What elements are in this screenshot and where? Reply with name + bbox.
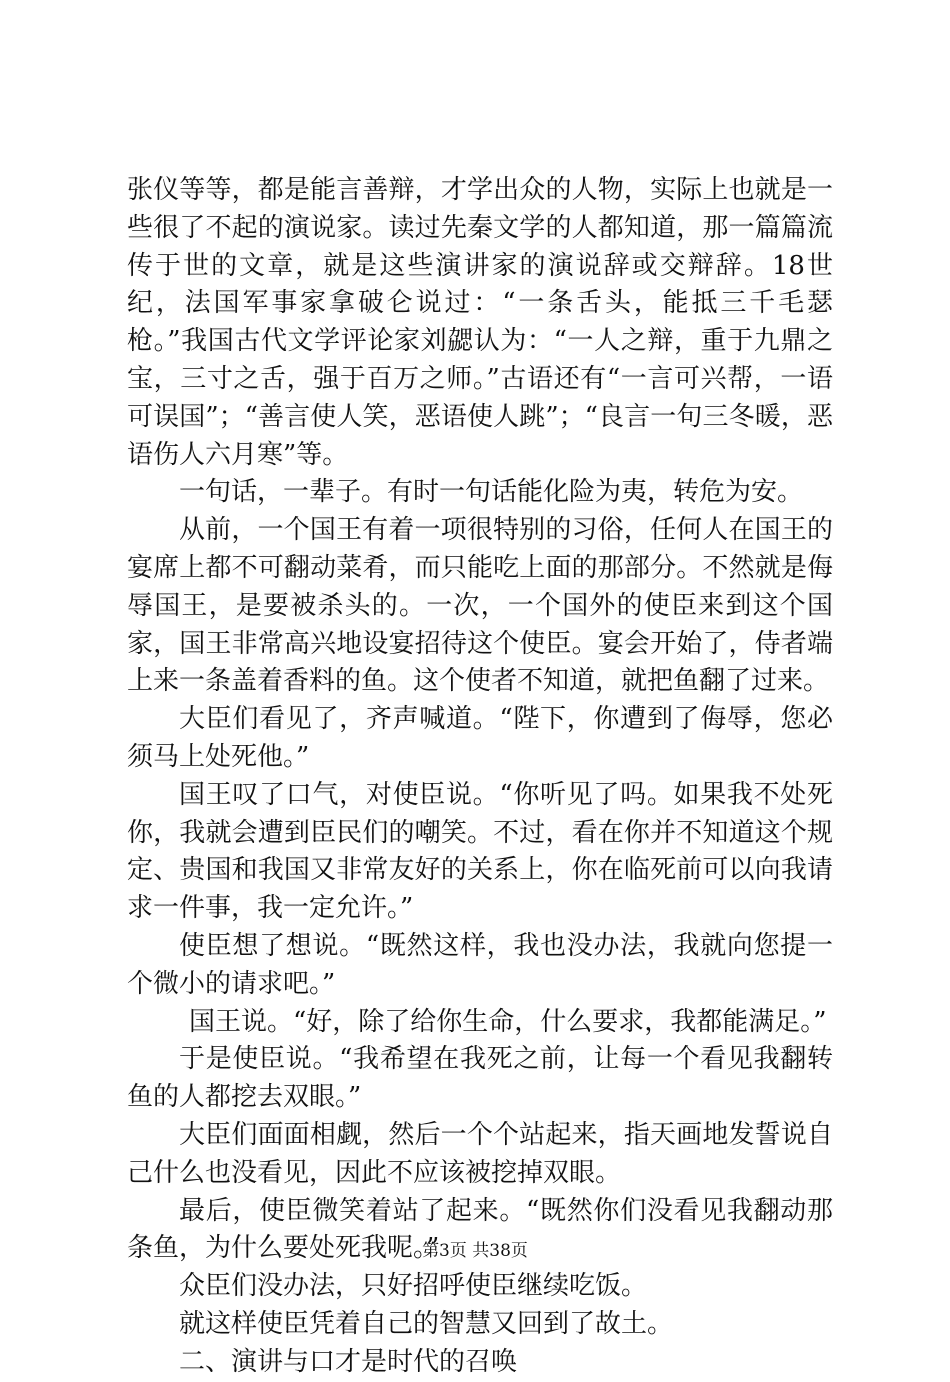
- section-heading: 二、演讲与口才是时代的召唤: [179, 1346, 518, 1377]
- paragraph-king-custom: 从前，一个国王有着一项很特别的习俗，任何人在国王的宴席上都不可翻动菜肴，而只能吃上面的那部分。不然就是侮辱国王，是要被杀头的。一次，一个国外的使臣来到这个国家，国王非常高兴地设宴招待这个使臣。宴会开始了，侍者端上来一条盖着香料的鱼。这个使者不知道，就把鱼翻了过来。: [127, 515, 833, 697]
- body-text: [127, 172, 833, 1382]
- paragraph-envoy-thinks: 使臣想了想说。“既然这样，我也没办法，我就向您提一个微小的请求吧。”: [127, 930, 833, 999]
- paragraph-ministers-swear: 大臣们面面相觑，然后一个个站起来，指天画地发誓说自己什么也没看见，因此不应该被挖掉双眼。: [127, 1119, 833, 1188]
- paragraph-envoy-request: 于是使臣说。“我希望在我死之前，让每一个看见我翻转鱼的人都挖去双眼。”: [127, 1044, 833, 1113]
- paragraph-king-sighs: 国王叹了口气，对使臣说。“你听见了吗。如果我不处死你，我就会遭到臣民们的嘲笑。不过，看在你并不知道这个规定、贵国和我国又非常友好的关系上，你在临死前可以向我请求一件事，我一定允许。”: [127, 779, 833, 924]
- page-number-footer: 第3页 共38页: [422, 1241, 528, 1261]
- paragraph-continue-dinner: 众臣们没办法，只好招呼使臣继续吃饭。: [179, 1271, 648, 1302]
- paragraph-ministers-shout: 大臣们看见了，齐声喊道。“陛下，你遭到了侮辱，您必须马上处死他。”: [127, 704, 833, 772]
- paragraph-orators: 张仪等等，都是能言善辩，才学出众的人物，实际上也就是一些很了不起的演说家。读过先秦文学的人都知道，那一篇篇流传于世的文章，就是这些演讲家的演说辞或交辩辞。18世纪，法国军事家拿破仑说过：“一条舌头，能抵三千毛瑟枪。”我国古代文学评论家刘勰认为：“一人之辩，重于九鼎之宝，三寸之舌，强于百万之师。”古语还有“一言可兴帮，一语可误国”；“善言使人笑，恶语使人跳”；“良言一句三冬暖，恶语伤人六月寒”等。: [127, 175, 833, 470]
- paragraph-envoy-smiles: 最后，使臣微笑着站了起来。“既然你们没看见我翻动那条鱼，为什么要处死我呢。”: [127, 1195, 833, 1264]
- paragraph-one-sentence: 一句话，一辈子。有时一句话能化险为夷，转危为安。: [179, 477, 804, 508]
- paragraph-return-home: 就这样使臣凭着自己的智慧又回到了故土。: [179, 1308, 674, 1339]
- paragraph-king-agrees: 国王说。“好，除了给你生命，什么要求，我都能满足。”: [189, 1006, 827, 1037]
